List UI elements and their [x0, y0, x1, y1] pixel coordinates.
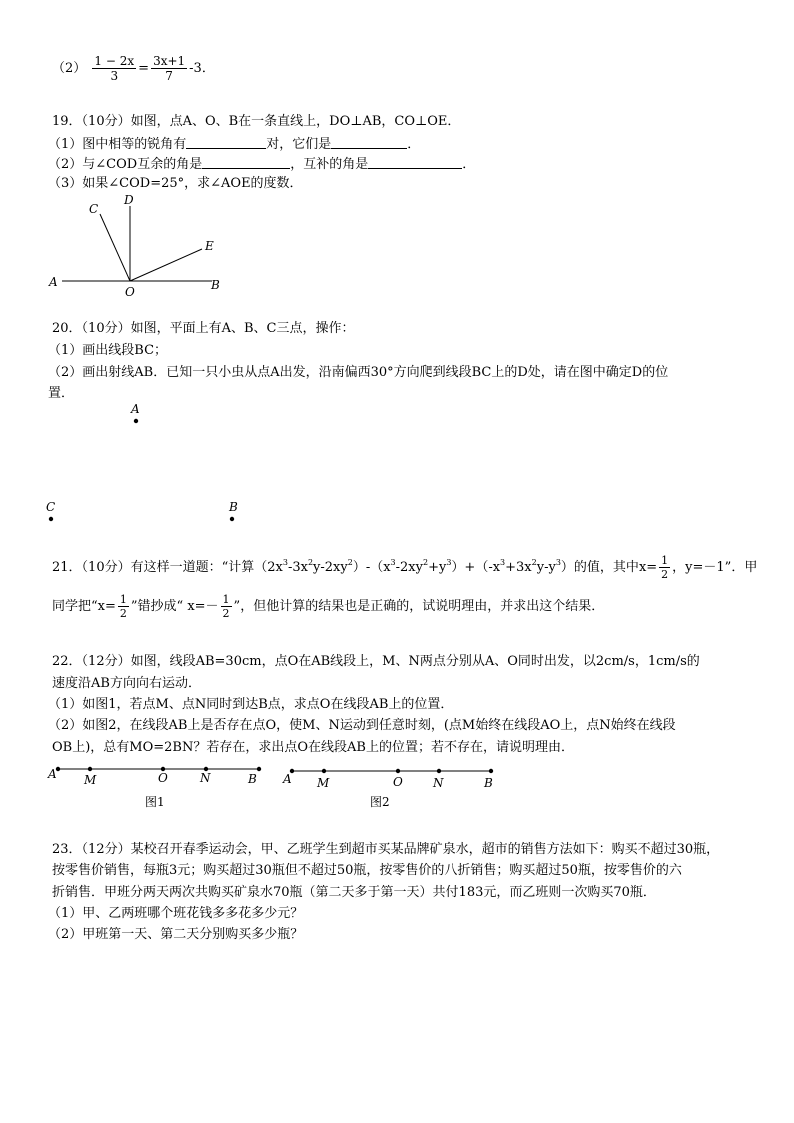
q22-fig2-label-o: O — [393, 775, 403, 789]
q20-label-a: A — [131, 402, 140, 416]
q19-label-c: C — [89, 202, 99, 216]
q22-fig1-point-m — [88, 767, 92, 771]
q21-line1: 21．（10分）有这样一道题：“计算$(2x^3-3x^2y-2xy^2)-(x^3-2xy^2+y^3)+(-x^3+3x^2y-y^3)$的值，其中x= $\frac{1}{2}$ ，y=－1”．甲 — [52, 554, 758, 581]
q22-figures — [40, 756, 510, 812]
q20-heading: 20．（10分）如图，平面上有A、B、C三点，操作： — [52, 321, 355, 336]
q23-part1: （1）甲、乙两班哪个班花钱多多花多少元？ — [48, 906, 304, 921]
q23-line2: 按零售价销售，每瓶3元；购买超过30瓶但不超过50瓶，按零售价的八折销售；购买超过50瓶，按零售价的六 — [52, 863, 682, 878]
q19-figure — [40, 190, 240, 300]
q20-label-b: B — [229, 500, 238, 514]
q18-part2 — [52, 52, 215, 86]
q22-fig1-label-m: M — [84, 773, 97, 787]
q18-fraction-right: $\frac{3x+1}{7}$ — [153, 54, 186, 83]
q20-label-c: C — [46, 500, 56, 514]
q21-fraction-half-3: $\frac{1}{2}$ — [222, 593, 230, 620]
q22-part1: （1）如图1，若点M、点N同时到达B点，求点O在线段AB上的位置． — [48, 697, 454, 712]
q22-fig2-label-n: N — [433, 776, 444, 790]
q20-figure — [40, 398, 260, 528]
q22-fig1-label-n: N — [200, 771, 211, 785]
q18-tail: -3． — [189, 61, 215, 76]
q22-fig2-label-a: A — [283, 772, 292, 786]
q19-part2: （2）与∠COD互余的角是 ，互补的角是 ． — [48, 157, 476, 172]
q22-part2-line1: （2）如图2，在线段AB上是否存在点O，使M、N运动到任意时刻，(点M始终在线段AO上，点N始终在线段 — [48, 718, 676, 733]
q22-fig2-caption: 图2 — [370, 795, 390, 809]
q18-label: （2） — [52, 61, 87, 76]
q18-equals: = — [138, 61, 150, 76]
q19-blank-1 — [186, 135, 266, 149]
q22-fig2-label-m: M — [317, 776, 330, 790]
q19-label-o: O — [125, 285, 135, 299]
q19-ray-oe — [130, 249, 202, 281]
q22-part2-line2: OB上)，总有MO=2BN？若存在，求出点O在线段AB上的位置；若不存在，请说明理由． — [52, 740, 574, 755]
q20-part1: （1）画出线段BC； — [48, 343, 168, 358]
q20-part2-line2: 置． — [48, 386, 75, 401]
q22-fig2-point-o — [396, 769, 400, 773]
q18-fraction-left: $\frac{1 - 2x}{3}$ — [94, 54, 135, 83]
q19-label-b: B — [211, 278, 220, 292]
q19-heading: 19．（10分）如图，点A、O、B在一条直线上，DO⊥AB，CO⊥OE． — [52, 114, 461, 129]
q19-label-e: E — [205, 239, 214, 253]
q20-point-a — [134, 419, 138, 423]
q20-point-c — [49, 517, 53, 521]
q22-fig2-point-m — [322, 769, 326, 773]
q22-fig2-point-b — [489, 769, 493, 773]
q19-blank-3 — [202, 155, 290, 169]
q19-label-d: D — [124, 193, 134, 207]
q21-line2: 同学把“x= $\frac{1}{2}$ ”错抄成“ x=－ $\frac{1}{2}$ ”，但他计算的结果也是正确的，试说明理由，并求出这个结果． — [52, 593, 605, 620]
q22-fig1-caption: 图1 — [145, 795, 165, 809]
q22-fig2-label-b: B — [484, 776, 493, 790]
q21-fraction-half-2: $\frac{1}{2}$ — [119, 593, 127, 620]
q23-line3: 折销售．甲班分两天两次共购买矿泉水70瓶（第二天多于第一天）共付183元，而乙班则一次购买70瓶． — [52, 885, 656, 900]
q20-part2-line1: （2）画出射线AB．已知一只小虫从点A出发，沿南偏西30°方向爬到线段BC上的D处，请在图中确定D的位 — [48, 365, 669, 380]
q22-fig1-point-b — [257, 767, 261, 771]
q19-part3: （3）如果∠COD=25°，求∠AOE的度数． — [48, 176, 303, 191]
q22-fig2-point-n — [437, 769, 441, 773]
q22-line1: 22．（12分）如图，线段AB=30cm，点O在AB线段上，M、N两点分别从A、O同时出发，以2cm/s，1cm/s的 — [52, 654, 700, 669]
q23-line1: 23．（12分）某校召开春季运动会，甲、乙班学生到超市买某品牌矿泉水，超市的销售方法如下：购买不超过30瓶， — [52, 842, 720, 857]
q21-fraction-half: $\frac{1}{2}$ — [661, 554, 669, 581]
q22-line2: 速度沿AB方向向右运动． — [52, 676, 201, 691]
q19-blank-4 — [368, 155, 462, 169]
q19-part1: （1）图中相等的锐角有 对，它们是 ． — [48, 137, 421, 152]
q22-fig1-label-o: O — [158, 771, 168, 785]
q19-blank-2 — [331, 135, 407, 149]
q23-part2: （2）甲班第一天、第二天分别购买多少瓶？ — [48, 927, 304, 942]
q20-point-b — [230, 517, 234, 521]
q22-fig1-label-b: B — [248, 772, 257, 786]
q22-fig1-label-a: A — [48, 767, 57, 781]
q19-label-a: A — [49, 275, 58, 289]
q19-ray-oc — [100, 214, 130, 281]
